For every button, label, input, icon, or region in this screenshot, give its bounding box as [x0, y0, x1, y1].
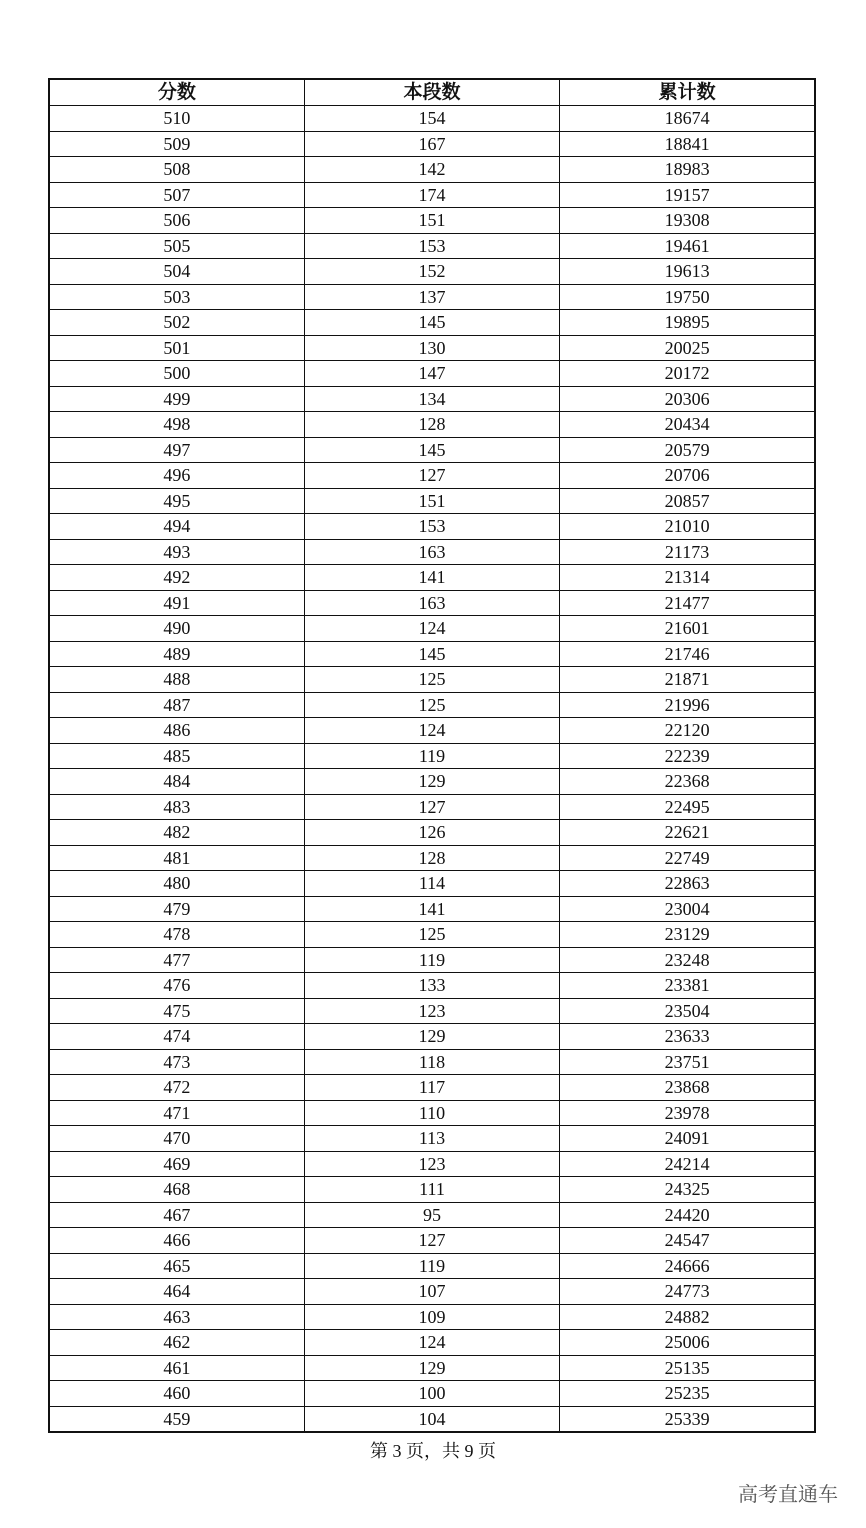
cell-segment-count: 147 — [304, 361, 559, 387]
cell-segment-count: 137 — [304, 284, 559, 310]
cell-score: 472 — [49, 1075, 304, 1101]
table-row — [49, 1100, 815, 1126]
cell-segment-count: 145 — [304, 437, 559, 463]
cell-segment-count: 119 — [304, 743, 559, 769]
cell-cumulative-count: 20857 — [560, 488, 815, 514]
cell-cumulative-count: 23381 — [560, 973, 815, 999]
cell-segment-count: 125 — [304, 922, 559, 948]
cell-segment-count: 145 — [304, 310, 559, 336]
cell-cumulative-count: 25235 — [560, 1381, 815, 1407]
cell-cumulative-count: 23004 — [560, 896, 815, 922]
cell-cumulative-count: 20706 — [560, 463, 815, 489]
cell-segment-count: 125 — [304, 692, 559, 718]
cell-segment-count: 125 — [304, 667, 559, 693]
cell-segment-count: 134 — [304, 386, 559, 412]
cell-score: 484 — [49, 769, 304, 795]
cell-segment-count: 127 — [304, 1228, 559, 1254]
table-row — [49, 386, 815, 412]
cell-segment-count: 128 — [304, 845, 559, 871]
cell-score: 490 — [49, 616, 304, 642]
table-row — [49, 437, 815, 463]
cell-segment-count: 124 — [304, 718, 559, 744]
cell-score: 470 — [49, 1126, 304, 1152]
cell-score: 473 — [49, 1049, 304, 1075]
cell-segment-count: 124 — [304, 1330, 559, 1356]
cell-cumulative-count: 23751 — [560, 1049, 815, 1075]
cell-cumulative-count: 22120 — [560, 718, 815, 744]
cell-score: 498 — [49, 412, 304, 438]
cell-cumulative-count: 22621 — [560, 820, 815, 846]
cell-cumulative-count: 22495 — [560, 794, 815, 820]
table-row — [49, 1202, 815, 1228]
cell-segment-count: 129 — [304, 1024, 559, 1050]
table-row — [49, 973, 815, 999]
cell-segment-count: 154 — [304, 106, 559, 132]
cell-score: 507 — [49, 182, 304, 208]
cell-cumulative-count: 18983 — [560, 157, 815, 183]
table-row — [49, 565, 815, 591]
cell-cumulative-count: 20025 — [560, 335, 815, 361]
cell-segment-count: 129 — [304, 769, 559, 795]
table-row — [49, 310, 815, 336]
cell-cumulative-count: 21871 — [560, 667, 815, 693]
header-score: 分数 — [49, 79, 304, 106]
cell-cumulative-count: 21314 — [560, 565, 815, 591]
cell-segment-count: 117 — [304, 1075, 559, 1101]
table-row — [49, 1330, 815, 1356]
table-row — [49, 157, 815, 183]
cell-segment-count: 119 — [304, 1253, 559, 1279]
cell-cumulative-count: 25135 — [560, 1355, 815, 1381]
cell-score: 499 — [49, 386, 304, 412]
score-distribution-table — [48, 78, 816, 1433]
cell-score: 480 — [49, 871, 304, 897]
cell-cumulative-count: 20172 — [560, 361, 815, 387]
table-row — [49, 182, 815, 208]
cell-cumulative-count: 21601 — [560, 616, 815, 642]
cell-score: 477 — [49, 947, 304, 973]
table-row — [49, 845, 815, 871]
table-header — [49, 79, 815, 106]
cell-cumulative-count: 22368 — [560, 769, 815, 795]
table-row — [49, 1406, 815, 1432]
cell-cumulative-count: 23978 — [560, 1100, 815, 1126]
cell-cumulative-count: 23868 — [560, 1075, 815, 1101]
table-row — [49, 361, 815, 387]
header-segment-count: 本段数 — [304, 79, 559, 106]
cell-segment-count: 107 — [304, 1279, 559, 1305]
table-row — [49, 1279, 815, 1305]
cell-cumulative-count: 24091 — [560, 1126, 815, 1152]
cell-segment-count: 141 — [304, 896, 559, 922]
cell-cumulative-count: 22749 — [560, 845, 815, 871]
table-body — [49, 106, 815, 1433]
table-row — [49, 667, 815, 693]
cell-score: 495 — [49, 488, 304, 514]
cell-score: 460 — [49, 1381, 304, 1407]
cell-score: 502 — [49, 310, 304, 336]
cell-cumulative-count: 22239 — [560, 743, 815, 769]
cell-segment-count: 167 — [304, 131, 559, 157]
cell-score: 485 — [49, 743, 304, 769]
cell-cumulative-count: 19308 — [560, 208, 815, 234]
cell-cumulative-count: 24882 — [560, 1304, 815, 1330]
header-cumulative-count: 累计数 — [560, 79, 815, 106]
cell-score: 488 — [49, 667, 304, 693]
cell-segment-count: 123 — [304, 1151, 559, 1177]
cell-score: 462 — [49, 1330, 304, 1356]
cell-score: 469 — [49, 1151, 304, 1177]
cell-cumulative-count: 20579 — [560, 437, 815, 463]
cell-score: 464 — [49, 1279, 304, 1305]
cell-cumulative-count: 24214 — [560, 1151, 815, 1177]
cell-score: 463 — [49, 1304, 304, 1330]
cell-cumulative-count: 21173 — [560, 539, 815, 565]
cell-segment-count: 118 — [304, 1049, 559, 1075]
cell-cumulative-count: 19461 — [560, 233, 815, 259]
cell-score: 494 — [49, 514, 304, 540]
cell-cumulative-count: 23504 — [560, 998, 815, 1024]
cell-score: 481 — [49, 845, 304, 871]
table-row — [49, 616, 815, 642]
cell-segment-count: 123 — [304, 998, 559, 1024]
cell-cumulative-count: 24773 — [560, 1279, 815, 1305]
cell-segment-count: 151 — [304, 208, 559, 234]
cell-cumulative-count: 18674 — [560, 106, 815, 132]
table-row — [49, 947, 815, 973]
cell-cumulative-count: 21746 — [560, 641, 815, 667]
cell-cumulative-count: 20306 — [560, 386, 815, 412]
table-row — [49, 1024, 815, 1050]
cell-cumulative-count: 24420 — [560, 1202, 815, 1228]
cell-cumulative-count: 24547 — [560, 1228, 815, 1254]
table-row — [49, 769, 815, 795]
cell-score: 489 — [49, 641, 304, 667]
cell-cumulative-count: 23633 — [560, 1024, 815, 1050]
cell-cumulative-count: 21010 — [560, 514, 815, 540]
table-row — [49, 1228, 815, 1254]
table-row — [49, 208, 815, 234]
table-row — [49, 820, 815, 846]
cell-score: 503 — [49, 284, 304, 310]
cell-score: 482 — [49, 820, 304, 846]
cell-segment-count: 113 — [304, 1126, 559, 1152]
cell-segment-count: 153 — [304, 514, 559, 540]
cell-segment-count: 104 — [304, 1406, 559, 1432]
cell-segment-count: 127 — [304, 794, 559, 820]
table-row — [49, 1304, 815, 1330]
cell-score: 467 — [49, 1202, 304, 1228]
cell-segment-count: 152 — [304, 259, 559, 285]
cell-segment-count: 95 — [304, 1202, 559, 1228]
table-row — [49, 335, 815, 361]
cell-segment-count: 163 — [304, 590, 559, 616]
cell-score: 506 — [49, 208, 304, 234]
cell-cumulative-count: 19895 — [560, 310, 815, 336]
watermark: 高考直通车 — [738, 1482, 838, 1506]
table-row — [49, 1253, 815, 1279]
cell-score: 483 — [49, 794, 304, 820]
cell-segment-count: 126 — [304, 820, 559, 846]
table-row — [49, 259, 815, 285]
cell-segment-count: 151 — [304, 488, 559, 514]
cell-segment-count: 109 — [304, 1304, 559, 1330]
cell-cumulative-count: 24666 — [560, 1253, 815, 1279]
cell-cumulative-count: 22863 — [560, 871, 815, 897]
cell-score: 500 — [49, 361, 304, 387]
cell-score: 466 — [49, 1228, 304, 1254]
table-row — [49, 1381, 815, 1407]
table-row — [49, 412, 815, 438]
cell-segment-count: 130 — [304, 335, 559, 361]
table-row — [49, 871, 815, 897]
cell-segment-count: 145 — [304, 641, 559, 667]
table-row — [49, 718, 815, 744]
cell-score: 468 — [49, 1177, 304, 1203]
cell-score: 492 — [49, 565, 304, 591]
table-row — [49, 692, 815, 718]
table-row — [49, 233, 815, 259]
cell-score: 508 — [49, 157, 304, 183]
cell-segment-count: 174 — [304, 182, 559, 208]
table-row — [49, 514, 815, 540]
table-row — [49, 106, 815, 132]
table-row — [49, 488, 815, 514]
cell-cumulative-count: 23129 — [560, 922, 815, 948]
cell-segment-count: 153 — [304, 233, 559, 259]
cell-score: 497 — [49, 437, 304, 463]
cell-score: 501 — [49, 335, 304, 361]
cell-score: 475 — [49, 998, 304, 1024]
cell-score: 491 — [49, 590, 304, 616]
cell-segment-count: 100 — [304, 1381, 559, 1407]
table-row — [49, 463, 815, 489]
cell-segment-count: 141 — [304, 565, 559, 591]
cell-cumulative-count: 21477 — [560, 590, 815, 616]
cell-cumulative-count: 25006 — [560, 1330, 815, 1356]
cell-cumulative-count: 19613 — [560, 259, 815, 285]
cell-segment-count: 124 — [304, 616, 559, 642]
cell-segment-count: 133 — [304, 973, 559, 999]
cell-cumulative-count: 18841 — [560, 131, 815, 157]
table-row — [49, 641, 815, 667]
cell-segment-count: 111 — [304, 1177, 559, 1203]
cell-score: 505 — [49, 233, 304, 259]
cell-cumulative-count: 23248 — [560, 947, 815, 973]
cell-score: 465 — [49, 1253, 304, 1279]
cell-score: 504 — [49, 259, 304, 285]
cell-cumulative-count: 19157 — [560, 182, 815, 208]
cell-score: 510 — [49, 106, 304, 132]
cell-segment-count: 128 — [304, 412, 559, 438]
cell-score: 459 — [49, 1406, 304, 1432]
table-row — [49, 1177, 815, 1203]
cell-score: 479 — [49, 896, 304, 922]
cell-segment-count: 119 — [304, 947, 559, 973]
cell-segment-count: 129 — [304, 1355, 559, 1381]
table-row — [49, 1151, 815, 1177]
cell-cumulative-count: 21996 — [560, 692, 815, 718]
cell-score: 493 — [49, 539, 304, 565]
table-row — [49, 131, 815, 157]
cell-score: 496 — [49, 463, 304, 489]
cell-cumulative-count: 24325 — [560, 1177, 815, 1203]
table-row — [49, 794, 815, 820]
page-footer: 第 3 页，共 9 页 — [370, 1441, 496, 1461]
table-row — [49, 743, 815, 769]
table-row — [49, 1075, 815, 1101]
cell-cumulative-count: 19750 — [560, 284, 815, 310]
table-row — [49, 590, 815, 616]
header-row — [49, 79, 815, 106]
cell-cumulative-count: 20434 — [560, 412, 815, 438]
cell-score: 474 — [49, 1024, 304, 1050]
cell-segment-count: 114 — [304, 871, 559, 897]
cell-segment-count: 142 — [304, 157, 559, 183]
cell-score: 476 — [49, 973, 304, 999]
table-row — [49, 1049, 815, 1075]
cell-score: 478 — [49, 922, 304, 948]
table-row — [49, 539, 815, 565]
cell-score: 486 — [49, 718, 304, 744]
cell-segment-count: 110 — [304, 1100, 559, 1126]
table-row — [49, 284, 815, 310]
cell-segment-count: 127 — [304, 463, 559, 489]
cell-score: 461 — [49, 1355, 304, 1381]
cell-score: 487 — [49, 692, 304, 718]
table-row — [49, 922, 815, 948]
table-row — [49, 1126, 815, 1152]
table-row — [49, 998, 815, 1024]
table-row — [49, 1355, 815, 1381]
table-row — [49, 896, 815, 922]
cell-score: 471 — [49, 1100, 304, 1126]
cell-cumulative-count: 25339 — [560, 1406, 815, 1432]
cell-segment-count: 163 — [304, 539, 559, 565]
cell-score: 509 — [49, 131, 304, 157]
